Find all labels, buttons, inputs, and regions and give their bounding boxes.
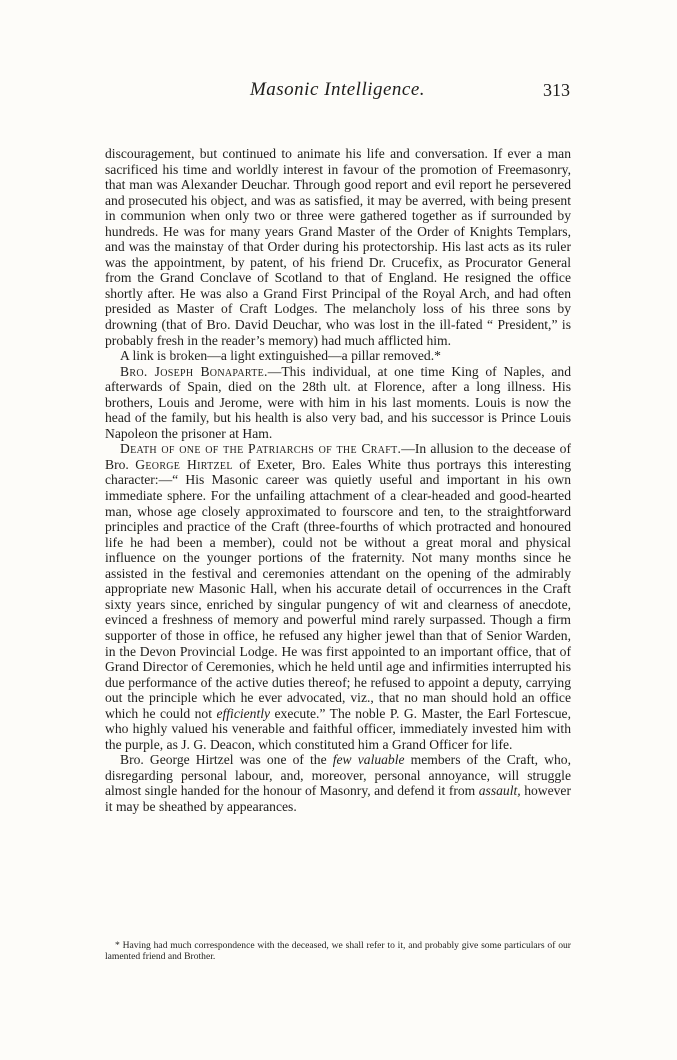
article-body: [105, 146, 571, 815]
footnote: [105, 940, 571, 962]
patriarchs-heading: Death of one of the Patriarchs of the Craft.: [120, 441, 402, 457]
bonaparte-text: —This individual, at one time King of Naples, and afterwards of Spain, died on the 28th ult. at Florence, after a long illness. His brothers, Louis and Jerome, were with him in his last moments. Louis is now the head of the family, but his health is also very bad, and his successor is Prince Louis Napoleon the prisoner at Ham.: [105, 363, 571, 441]
hirtzel-name: George Hirtzel: [135, 456, 233, 472]
efficiently-emphasis: efficiently: [216, 705, 271, 721]
valuable-text-c: however it may be sheathed by appearances.: [105, 783, 571, 814]
paragraph-bonaparte: [105, 364, 571, 442]
bonaparte-heading: Bro. Joseph Bonaparte.: [120, 363, 268, 379]
running-head: Masonic Intelligence.: [249, 79, 426, 100]
page-header: [105, 79, 570, 105]
paragraph-hirtzel-valuable: [105, 752, 571, 814]
patriarchs-text-c: execute.” The noble P. G. Master, the Earl Fortescue, who highly valued his venerable and faithful officer, immediately invested him with the purple, as J. G. Deacon, which constituted him a Grand Officer for life.: [105, 705, 571, 752]
paragraph-link-broken: A link is broken—a light extinguished—a pillar removed.*: [120, 348, 441, 364]
assault-emphasis: assault,: [478, 783, 521, 799]
page-number: 313: [543, 80, 570, 100]
footnote-text: * Having had much correspondence with the deceased, we shall refer to it, and probably give some particulars of our lamented friend and Brother.: [105, 940, 571, 962]
valuable-text-a: Bro. George Hirtzel was one of the: [120, 752, 333, 768]
few-valuable-emphasis: few valuable: [332, 752, 405, 768]
patriarchs-text-a: —In allusion to the decease of Bro.: [105, 441, 572, 472]
valuable-text-b: members of the Craft, who, disregarding personal labour, and, moreover, personal annoyance, will struggle almost single handed for the honour of Masonry, and defend it from: [105, 752, 571, 799]
patriarchs-text-b: of Exeter, Bro. Eales White thus portrays this interesting character:—“ His Masonic career was quietly useful and important in his own immediate sphere. For the unfailing attachment of a clear-headed and good-hearted man, whose age closely approximated to fourscore and ten, to the straightforward principles and practice of the Craft (three-fourths of which protracted and honoured life he had been a member), could not be without a great moral and physical influence on the younger portions of the fraternity. Not many months since he assisted in the festival and ceremonies attendant on the opening of the admirably appropriate new Masonic Hall, when his accurate detail of occurrences in the Craft sixty years since, enriched by singular pungency of wit and clearness of anecdote, evinced a freshness of memory and powerful mind rarely surpassed. Though a firm supporter of those in office, he refused any higher jewel than that of Senior Warden, in the Devon Provincial Lodge. He was first appointed to an important office, that of Grand Director of Ceremonies, which he held until age and infirmities interrupted his due performance of the active duties thereof; he refused to appoint a deputy, carrying out the principle which he ever advocated, viz., that no man should hold an office which he could not: [105, 456, 571, 721]
paragraph-deuchar: discouragement, but continued to animate his life and conversation. If ever a man sacrificed his time and worldly interest in favour of the promotion of Freemasonry, that man was Alexander Deuchar. Through good report and evil report he persevered and prosecuted his object, and was as satisfied, it may be averred, with being present in communion when only two or three were gathered together as if surrounded by hundreds. He was for many years Grand Master of the Order of Knights Templars, and was the mainstay of that Order during his protectorship. His last acts as its ruler was the appointment, by patent, of his friend Dr. Crucefix, as Procurator General from the Grand Conclave of Scotland to that of England. He resigned the office shortly after. He was also a Grand First Principal of the Royal Arch, and had often presided as Master of Craft Lodges. The melancholy loss of his three sons by drowning (that of Bro. David Deuchar, who was lost in the ill-fated “ President,” is probably fresh in the reader’s memory) had much afflicted him.: [105, 146, 571, 348]
paragraph-hirtzel-death: [105, 441, 571, 752]
